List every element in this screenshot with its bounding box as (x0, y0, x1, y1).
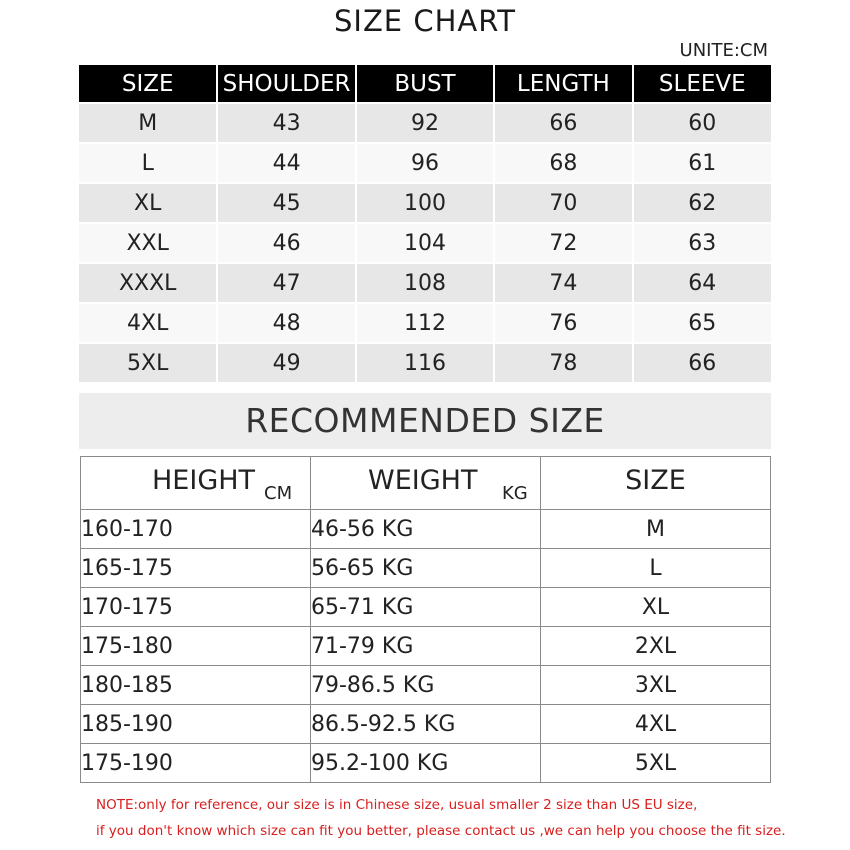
cell-shoulder: 46 (217, 223, 355, 263)
cell-size: XL (541, 588, 771, 627)
cell-height: 160-170 (81, 510, 311, 549)
cell-sleeve: 62 (633, 183, 771, 223)
cell-shoulder: 49 (217, 343, 355, 382)
table-row (81, 666, 771, 705)
cell-height: 185-190 (81, 705, 311, 744)
table-row (81, 549, 771, 588)
cell-bust: 100 (356, 183, 494, 223)
table-row (81, 705, 771, 744)
table-row (81, 744, 771, 783)
table-row (81, 627, 771, 666)
table-row (79, 223, 771, 263)
cell-size: L (541, 549, 771, 588)
cell-sleeve: 61 (633, 143, 771, 183)
cell-sleeve: 65 (633, 303, 771, 343)
recommended-header-row (81, 457, 771, 510)
cell-sleeve: 66 (633, 343, 771, 382)
cell-length: 76 (494, 303, 632, 343)
table-row (79, 343, 771, 382)
cell-bust: 108 (356, 263, 494, 303)
cell-size: M (79, 103, 217, 143)
cell-height: 175-190 (81, 744, 311, 783)
recommended-size-title: RECOMMENDED SIZE (79, 393, 771, 449)
cell-sleeve: 60 (633, 103, 771, 143)
cell-size: 5XL (79, 343, 217, 382)
cell-length: 70 (494, 183, 632, 223)
size-table-header-row (79, 65, 771, 103)
cell-weight: 71-79 KG (311, 627, 541, 666)
cell-sleeve: 63 (633, 223, 771, 263)
cell-weight: 56-65 KG (311, 549, 541, 588)
cell-weight: 46-56 KG (311, 510, 541, 549)
cell-bust: 96 (356, 143, 494, 183)
header-height-label: HEIGHT (152, 465, 256, 496)
cell-size: XXL (79, 223, 217, 263)
header-weight (311, 457, 541, 510)
cell-size: 3XL (541, 666, 771, 705)
header-length: LENGTH (494, 65, 632, 103)
header-weight-label: WEIGHT (368, 465, 478, 496)
cell-weight: 65-71 KG (311, 588, 541, 627)
table-row (79, 103, 771, 143)
cell-size: 4XL (79, 303, 217, 343)
cell-height: 165-175 (81, 549, 311, 588)
size-chart-table (79, 65, 771, 382)
cell-size: XL (79, 183, 217, 223)
cell-shoulder: 44 (217, 143, 355, 183)
cell-size: M (541, 510, 771, 549)
cell-length: 74 (494, 263, 632, 303)
header-shoulder: SHOULDER (217, 65, 355, 103)
table-row (79, 143, 771, 183)
cell-weight: 86.5-92.5 KG (311, 705, 541, 744)
table-row (79, 183, 771, 223)
recommended-size-table (80, 456, 771, 783)
cell-size: XXXL (79, 263, 217, 303)
cell-bust: 116 (356, 343, 494, 382)
cell-bust: 104 (356, 223, 494, 263)
cell-shoulder: 48 (217, 303, 355, 343)
size-chart-title: SIZE CHART (333, 4, 517, 38)
cell-shoulder: 45 (217, 183, 355, 223)
cell-shoulder: 43 (217, 103, 355, 143)
table-row (81, 510, 771, 549)
header-rec-size (541, 457, 771, 510)
cell-length: 72 (494, 223, 632, 263)
cell-weight: 95.2-100 KG (311, 744, 541, 783)
cell-size: 5XL (541, 744, 771, 783)
cell-sleeve: 64 (633, 263, 771, 303)
cell-bust: 112 (356, 303, 494, 343)
cell-weight: 79-86.5 KG (311, 666, 541, 705)
header-height (81, 457, 311, 510)
unit-label: UNITE:CM (679, 40, 768, 61)
note-line-1: NOTE:only for reference, our size is in Chinese size, usual smaller 2 size than US EU size, (96, 797, 698, 813)
cell-size: 2XL (541, 627, 771, 666)
cell-length: 68 (494, 143, 632, 183)
cell-bust: 92 (356, 103, 494, 143)
table-row (79, 303, 771, 343)
cell-height: 175-180 (81, 627, 311, 666)
header-height-unit: CM (264, 483, 293, 504)
cell-shoulder: 47 (217, 263, 355, 303)
table-row (79, 263, 771, 303)
header-size: SIZE (79, 65, 217, 103)
cell-length: 66 (494, 103, 632, 143)
cell-size: L (79, 143, 217, 183)
table-row (81, 588, 771, 627)
cell-height: 170-175 (81, 588, 311, 627)
cell-size: 4XL (541, 705, 771, 744)
header-weight-unit: KG (502, 483, 528, 504)
header-sleeve: SLEEVE (633, 65, 771, 103)
cell-height: 180-185 (81, 666, 311, 705)
note-line-2: if you don't know which size can fit you better, please contact us ,we can help you choose the fit size. (96, 823, 786, 839)
header-rec-size-label: SIZE (625, 465, 686, 496)
header-bust: BUST (356, 65, 494, 103)
cell-length: 78 (494, 343, 632, 382)
